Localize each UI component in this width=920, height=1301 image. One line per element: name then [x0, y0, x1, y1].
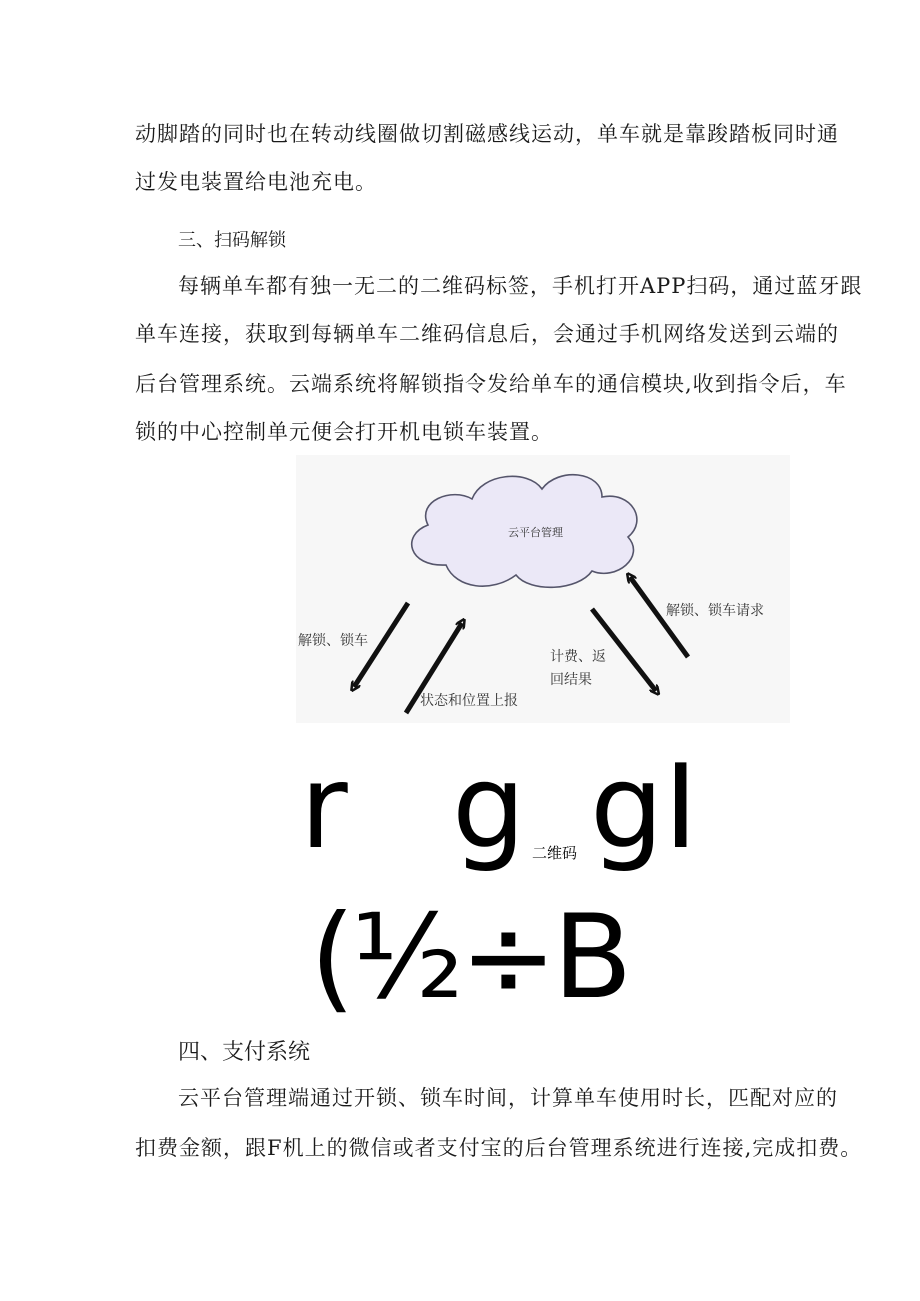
cloud-label: 云平台管理 [508, 526, 563, 539]
label-unlock-request: 解锁、锁车请求 [666, 603, 764, 619]
section-heading: 三、扫码解锁 [178, 230, 286, 251]
label-billing-2: 回结果 [550, 672, 592, 688]
paragraph-line: 单车连接，获取到每辆单车二维码信息后，会通过手机网络发送到云端的 [135, 322, 839, 346]
paragraph-line: 扣费金额，跟F机上的微信或者支付宝的后台管理系统进行连接,完成扣费。 [135, 1136, 863, 1160]
label-unlock-lock: 解锁、锁车 [298, 633, 368, 649]
cloud-flow-diagram [296, 455, 790, 723]
label-billing-1: 计费、返 [550, 649, 606, 665]
paragraph-line: 动脚踏的同时也在转动线圈做切割磁感线运动，单车就是靠踆踏板同时通 [135, 122, 839, 146]
paragraph-line: 过发电装置给电池充电。 [135, 170, 377, 194]
label-status-report: 状态和位置上报 [420, 693, 518, 709]
section-heading: 四、支付系统 [178, 1040, 311, 1065]
paragraph-line: 锁的中心控制单元便会打开机电锁车装置。 [135, 420, 553, 444]
paragraph-line: 每辆单车都有独一无二的二维码标签，手机打开APP扫码，通过蓝牙跟 [178, 274, 863, 298]
garbled-glyph-r: r [300, 740, 348, 875]
paragraph-line: 云平台管理端通过开锁、锁车时间，计算单车使用时长，匹配对应的 [178, 1086, 838, 1110]
paragraph-line: 后台管理系统。云端系统将解锁指令发给单车的通信模块,收到指令后，车 [135, 372, 847, 396]
garbled-glyph-gi: gI [590, 740, 698, 875]
qr-code-caption: 二维码 [532, 844, 578, 862]
garbled-glyph-row2: (½÷B [310, 890, 629, 1025]
garbled-glyph-g: g [452, 740, 526, 875]
